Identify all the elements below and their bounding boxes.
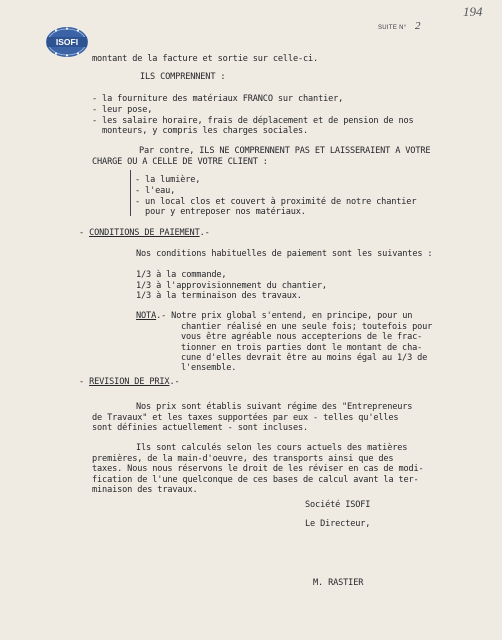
revision-line: taxes. Nous nous réservons le droit de les réviser en cas de modi- xyxy=(92,464,424,474)
page-number: 194 xyxy=(463,4,483,19)
nota-line: l'ensemble. xyxy=(181,363,237,373)
contre-item: - la lumière, xyxy=(135,175,201,185)
revision-line: premières, de la main-d'oeuvre, des transports ainsi que des xyxy=(92,454,394,464)
nota-line: tionner en trois parties dont le montant de cha- xyxy=(181,343,423,353)
company-name: Société ISOFI xyxy=(305,500,371,510)
revision-line: Nos prix sont établis suivant régime des "Entrepreneurs xyxy=(136,402,413,412)
conditions-intro: Nos conditions habituelles de paiement sont les suivantes : xyxy=(136,249,433,259)
svg-text:ISOFI: ISOFI xyxy=(55,37,79,48)
contre-line: Par contre, ILS NE COMPRENNENT PAS ET LAISSERAIENT A VOTRE xyxy=(139,146,431,156)
contre-item: pour y entreposer nos matériaux. xyxy=(135,207,306,217)
suite-number: 2 xyxy=(415,20,421,32)
revision-line: fication de l'une quelconque de ces bases de calcul avant la ter- xyxy=(92,475,419,485)
nota-line: cune d'elles devrait être au moins égal au 1/3 de xyxy=(181,353,428,363)
nota-first-line: NOTA.- Notre prix global s'entend, en principe, pour un xyxy=(136,311,413,321)
comprennent-item: - leur pose, xyxy=(92,105,153,115)
suite-label: SUITE N° xyxy=(378,25,407,31)
contre-line: CHARGE OU A CELLE DE VOTRE CLIENT : xyxy=(92,157,268,167)
contre-item: - un local clos et couvert à proximité de notre chantier xyxy=(135,197,417,207)
nota-line: vous être agréable nous accepterions de le frac- xyxy=(181,332,423,342)
nota-label: NOTA xyxy=(136,311,157,321)
comprennent-item: monteurs, y compris les charges sociales. xyxy=(92,126,309,136)
nota-line: chantier réalisé en une seule fois; toutefois pour xyxy=(181,322,433,332)
signature-name: M. RASTIER xyxy=(313,578,364,588)
bracket-line xyxy=(130,170,131,216)
comprennent-item: - les salaire horaire, frais de déplacement et de pension de nos xyxy=(92,116,414,126)
revision-line: minaison des travaux. xyxy=(92,485,198,495)
comprennent-heading: ILS COMPRENNENT : xyxy=(140,72,226,82)
contre-item: - l'eau, xyxy=(135,186,176,196)
revision-line: sont définies actuellement - sont incluses. xyxy=(92,423,309,433)
revision-line: de Travaux" et les taxes supportées par eux - telles qu'elles xyxy=(92,413,399,423)
intro-line: montant de la facture et sortie sur celle-ci. xyxy=(92,54,319,64)
comprennent-item: - la fourniture des matériaux FRANCO sur chantier, xyxy=(92,94,344,104)
revision-line: Ils sont calculés selon les cours actuels des matières xyxy=(136,443,408,453)
conditions-item: 1/3 à la terminaison des travaux. xyxy=(136,291,302,301)
conditions-item: 1/3 à l'approvisionnement du chantier, xyxy=(136,281,327,291)
conditions-item: 1/3 à la commande, xyxy=(136,270,227,280)
isofi-logo xyxy=(44,24,90,60)
conditions-heading: - CONDITIONS DE PAIEMENT.- xyxy=(79,228,210,238)
revision-heading: - REVISION DE PRIX.- xyxy=(79,377,180,387)
director-title: Le Directeur, xyxy=(305,519,371,529)
